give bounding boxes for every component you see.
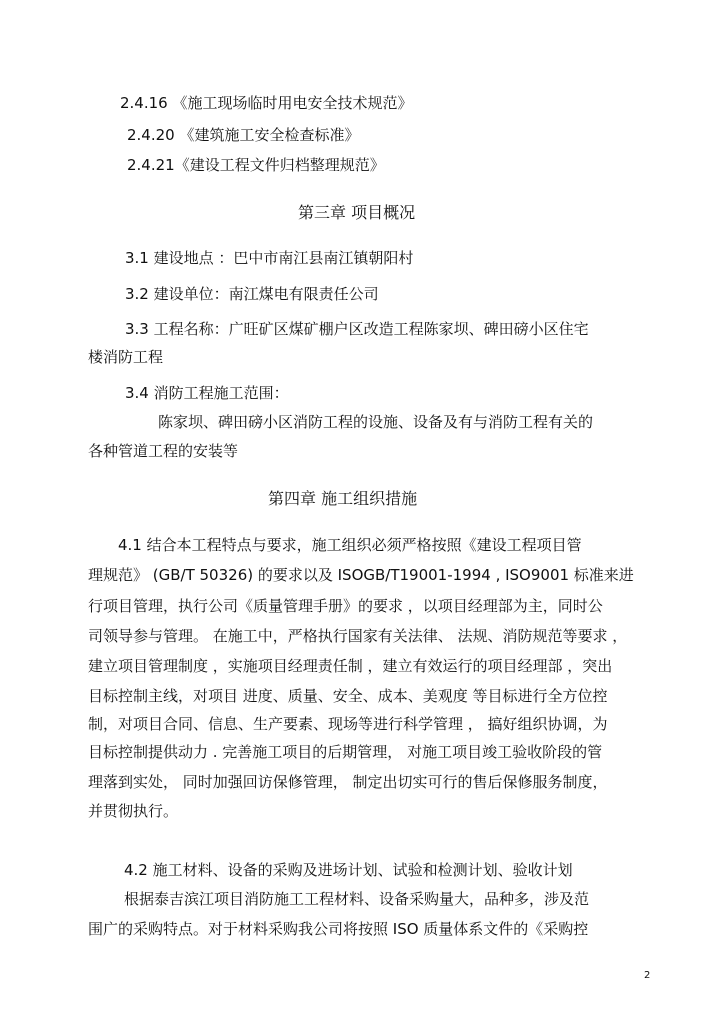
para-4-1-line: 理规范》 (GB/T 50326) 的要求以及 ISOGB/T19001-1994 , ISO9001 标准来进: [88, 566, 634, 584]
para-4-2-line: 围广的采购特点。对于材料采购我公司将按照 ISO 质量体系文件的《采购控: [88, 920, 589, 938]
para-4-1-line: 4.1 结合本工程特点与要求，施工组织必须严格按照《建设工程项目管: [118, 536, 582, 554]
para-4-1-line: 并贯彻执行。: [88, 802, 179, 820]
chapter3-title: 第三章 项目概况: [298, 203, 416, 222]
section-3-3-line1: 3.3 工程名称：广旺矿区煤矿棚户区改造工程陈家坝、碑田磅小区住宅: [125, 320, 589, 338]
section-4-2: 4.2 施工材料、设备的采购及进场计划、试验和检测计划、验收计划: [124, 861, 573, 879]
ref-2-4-20: 2.4.20 《建筑施工安全检查标准》: [127, 126, 360, 144]
para-4-1-line: 制，对项目合同、信息、生产要素、现场等进行科学管理 ， 搞好组织协调，为: [88, 715, 608, 733]
section-3-3-line2: 楼消防工程: [88, 348, 164, 366]
para-4-1-line: 建立项目管理制度 ，实施项目经理责任制 ，建立有效运行的项目经理部 ，突出: [88, 657, 613, 675]
chapter4-title: 第四章 施工组织措施: [268, 489, 418, 508]
section-3-4: 3.4 消防工程施工范围：: [125, 384, 289, 402]
para-4-1-line: 理落到实处， 同时加强回访保修管理， 制定出切实可行的售后保修服务制度，: [88, 773, 608, 791]
section-3-4-line2: 各种管道工程的安装等: [88, 442, 239, 460]
para-4-1-line: 司领导参与管理。 在施工中，严格执行国家有关法律、 法规、消防规范等要求 ，: [88, 627, 628, 645]
page-number: 2: [644, 970, 651, 981]
section-3-1: 3.1 建设地点 ：巴中市南江县南江镇朝阳村: [125, 249, 414, 267]
ref-2-4-21: 2.4.21《建设工程文件归档整理规范》: [127, 156, 385, 174]
para-4-2-line: 根据泰吉滨江项目消防施工工程材料、设备采购量大，品种多，涉及范: [124, 890, 590, 908]
para-4-1-line: 目标控制提供动力 . 完善施工项目的后期管理， 对施工项目竣工验收阶段的管: [88, 743, 603, 761]
para-4-1-line: 目标控制主线，对项目 进度、质量、安全、成本、美观度 等目标进行全方位控: [88, 687, 608, 705]
ref-2-4-16: 2.4.16 《施工现场临时用电安全技术规范》: [120, 94, 413, 112]
para-4-1-line: 行项目管理，执行公司《质量管理手册》的要求 ，以项目经理部为主，同时公: [88, 597, 603, 615]
section-3-2: 3.2 建设单位：南江煤电有限责任公司: [125, 285, 379, 303]
section-3-4-line1: 陈家坝、碑田磅小区消防工程的设施、设备及有与消防工程有关的: [158, 413, 594, 431]
